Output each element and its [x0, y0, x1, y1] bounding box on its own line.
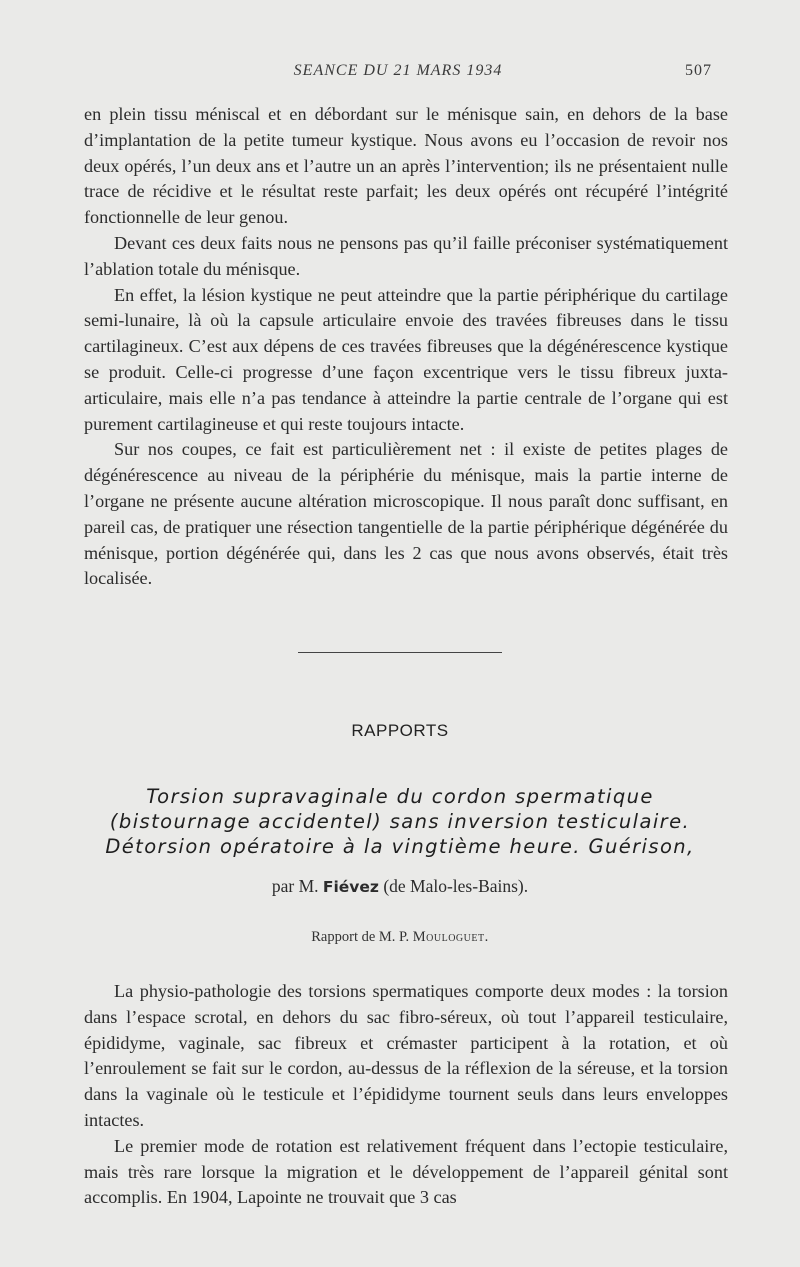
article-title-line: Torsion supravaginale du cordon spermatique: [146, 785, 654, 808]
section-divider: [298, 652, 502, 653]
text-block-bottom: [84, 979, 728, 1211]
report-author: Mouloguet.: [412, 929, 489, 945]
byline: [0, 876, 800, 897]
report-prefix: Rapport de M. P.: [311, 929, 410, 945]
article-title-line: Détorsion opératoire à la vingtième heure. Guérison,: [105, 835, 695, 858]
byline-place: (de Malo-les-Bains).: [383, 876, 529, 896]
byline-author: Fiévez: [322, 878, 379, 896]
section-heading: RAPPORTS: [351, 721, 449, 740]
report-credit: [0, 929, 800, 946]
article-title: [60, 784, 740, 859]
paragraph: Sur nos coupes, ce fait est particulièrement net : il existe de petites plages de dégénérescence au niveau de la périphérie du ménisque, mais la partie interne de l’organe ne présente aucune altération microscopique. Il nous paraît donc suffisant, en pareil cas, de pratiquer une résection tangentielle de la partie périphérique dégénérée du ménisque, portion dégénérée qui, dans les 2 cas que nous avons observés, était très localisée.: [84, 439, 728, 589]
paragraph: La physio-pathologie des torsions spermatiques comporte deux modes : la torsion dans l’espace scrotal, en dehors du sac fibro-séreux, où tout l’appareil testiculaire, épididyme, vaginale, sac fibreux et crémaster participent à la rotation, et où l’enroulement se fait sur le cordon, au-dessus de la réflexion de la séreuse, et la torsion dans la vaginale où le testicule et l’épididyme tournent seuls dans leurs enveloppes intactes.: [84, 981, 728, 1130]
article-title-line: (bistournage accidentel) sans inversion testiculaire.: [109, 810, 691, 833]
running-title: SEANCE DU 21 MARS 1934: [293, 62, 503, 79]
paragraph: Le premier mode de rotation est relativement fréquent dans l’ectopie testiculaire, mais très rare lorsque la migration et le développement de l’appareil génital sont accomplis. En 1904, Lapointe ne trouvait que 3 cas: [84, 1135, 728, 1208]
byline-prefix: par M.: [271, 876, 319, 896]
paragraph: En effet, la lésion kystique ne peut atteindre que la partie périphérique du cartilage semi-lunaire, là où la capsule articulaire envoie des travées fibreuses dans le tissu cartilagineux. C’est aux dépens de ces travées fibreuses que la dégénérescence kystique se produit. Celle-ci progresse d’une façon excentrique vers le tissu fibreux juxta-articulaire, mais elle n’a pas tendance à atteindre la partie centrale de l’organe qui est purement cartilagineuse et qui reste toujours intacte.: [84, 284, 728, 434]
paragraph: en plein tissu méniscal et en débordant sur le ménisque sain, en dehors de la base d’implantation de la petite tumeur kystique. Nous avons eu l’occasion de revoir nos deux opérés, l’un deux ans et l’autre un an après l’intervention; ils ne présentaient nulle trace de récidive et le résultat reste parfait; les deux opérés ont récupéré l’intégrité fonctionnelle de leur genou.: [84, 104, 728, 228]
text-block-top: [84, 102, 728, 592]
page-number: 507: [685, 62, 712, 79]
paragraph: Devant ces deux faits nous ne pensons pas qu’il faille préconiser systématiquement l’ablation totale du ménisque.: [84, 232, 728, 279]
